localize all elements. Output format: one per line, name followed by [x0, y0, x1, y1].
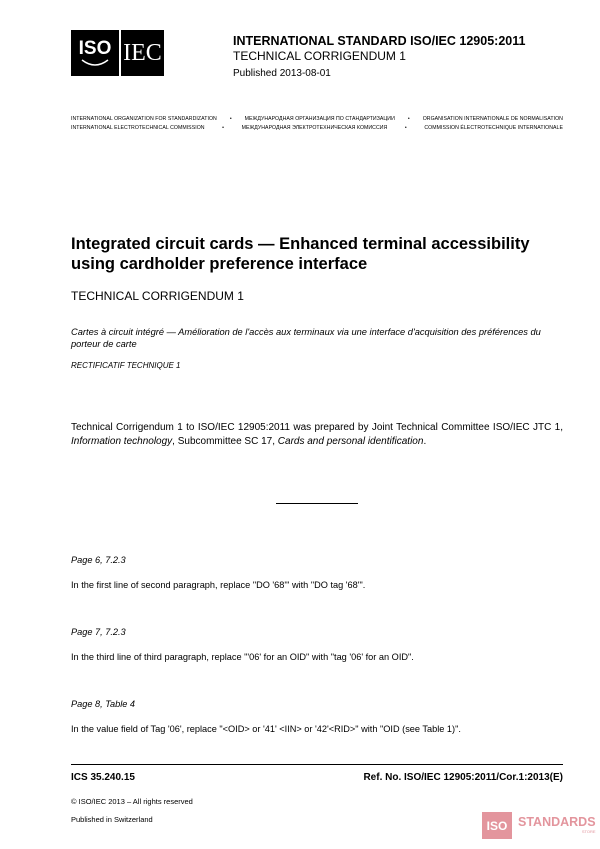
prep-text: Technical Corrigendum 1 to ISO/IEC 12905:2011 was prepared by Joint Technical Committee ISO/IEC JTC 1, — [71, 422, 563, 433]
prep-text: , Subcommittee SC 17, — [172, 435, 278, 447]
correction-text: In the first line of second paragraph, replace "DO '68'" with "DO tag '68'". — [71, 580, 366, 590]
published-in: Published in Switzerland — [71, 815, 153, 824]
org-name: МЕЖДУНАРОДНАЯ ЭЛЕКТРОТЕХНИЧЕСКАЯ КОМИССИЯ — [241, 125, 388, 131]
organizations-row-1 — [71, 116, 563, 122]
standards-store-watermark — [482, 812, 596, 839]
french-title: Cartes à circuit intégré — Amélioration de l'accès aux terminaux via une interface d'acquisition des préférences du porteur de carte — [71, 327, 541, 349]
iso-logo-text: ISO — [78, 37, 112, 59]
org-name: ORGANISATION INTERNATIONALE DE NORMALISATION — [422, 116, 563, 122]
prep-italic: Cards and personal identification — [277, 435, 424, 447]
separator-dot: • — [404, 125, 407, 131]
iso-logo-arc-icon — [80, 58, 110, 68]
separator-dot: • — [407, 116, 410, 122]
standard-subtitle: TECHNICAL CORRIGENDUM 1 — [233, 49, 406, 63]
section-divider — [276, 503, 358, 504]
document-title: Integrated circuit cards — Enhanced terminal accessibility using cardholder preference interface — [71, 235, 530, 273]
org-name: INTERNATIONAL ORGANIZATION FOR STANDARDIZATION — [71, 116, 217, 122]
separator-dot: • — [222, 125, 225, 131]
correction-text: In the value field of Tag '06', replace "<OID> or '41' <IIN> or '42'<RID>" with "OID (see Table 1)". — [71, 724, 461, 734]
watermark-iso-badge: ISO — [482, 812, 512, 839]
org-name: COMMISSION ÉLECTROTECHNIQUE INTERNATIONALE — [424, 125, 563, 131]
reference-number: Ref. No. ISO/IEC 12905:2011/Cor.1:2013(E) — [363, 772, 563, 783]
org-name: МЕЖДУНАРОДНАЯ ОРГАНИЗАЦИЯ ПО СТАНДАРТИЗАЦИИ — [244, 116, 395, 122]
org-name: INTERNATIONAL ELECTROTECHNICAL COMMISSION — [71, 125, 205, 131]
french-corrigendum-label: RECTIFICATIF TECHNIQUE 1 — [71, 361, 181, 370]
corrigendum-label: TECHNICAL CORRIGENDUM 1 — [71, 289, 244, 303]
iec-logo — [121, 30, 164, 76]
separator-dot: • — [229, 116, 232, 122]
published-date: Published 2013-08-01 — [233, 68, 331, 79]
iec-logo-text: IEC — [123, 39, 162, 66]
prep-text: . — [423, 435, 427, 447]
watermark-store-text: STORE — [581, 829, 596, 834]
correction-reference: Page 8, Table 4 — [71, 699, 136, 709]
correction-reference: Page 7, 7.2.3 — [71, 627, 126, 637]
ics-code: ICS 35.240.15 — [71, 772, 135, 783]
iso-logo — [71, 30, 119, 76]
prep-italic: Information technology — [71, 435, 173, 447]
correction-reference: Page 6, 7.2.3 — [71, 555, 126, 565]
watermark-standards-text: STANDARDS — [518, 815, 596, 829]
organizations-row-2 — [71, 125, 563, 131]
standard-title: INTERNATIONAL STANDARD ISO/IEC 12905:2011 — [233, 34, 526, 48]
preparation-statement — [71, 421, 563, 448]
footer-rule — [71, 764, 563, 765]
copyright-notice: © ISO/IEC 2013 – All rights reserved — [71, 797, 193, 806]
correction-text: In the third line of third paragraph, replace "'06' for an OID" with "tag '06' for an OID". — [71, 652, 414, 662]
